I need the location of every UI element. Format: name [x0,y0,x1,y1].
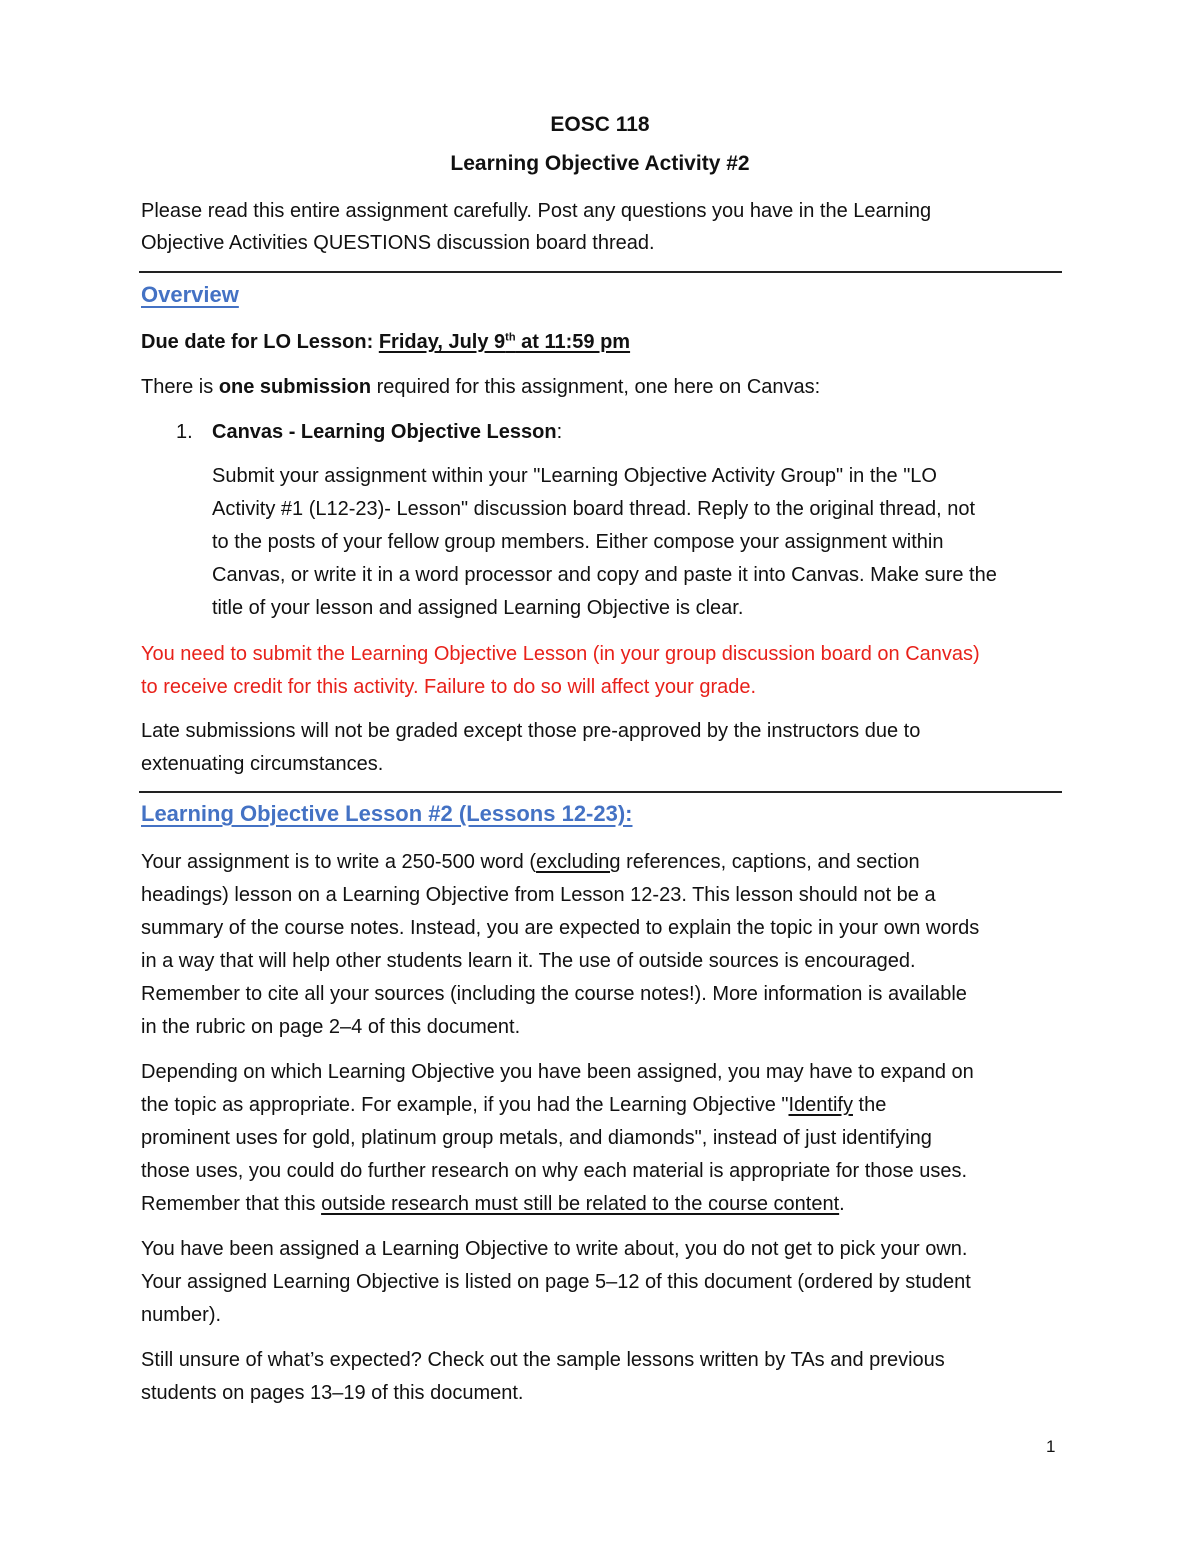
due-date: Friday, July 9th at 11:59 pm [378,331,631,353]
warning-line-2: to receive credit for this activity. Failure to do so will affect your grade. [141,676,757,698]
course-code: EOSC 118 [550,113,650,136]
lesson-p3-line-1: You have been assigned a Learning Objective to write about, you do not get to pick your own. [141,1238,968,1260]
lesson-p2-line-3: prominent uses for gold, platinum group metals, and diamonds", instead of just identifying [141,1127,932,1149]
item-body-line-2: Activity #1 (L12-23)- Lesson" discussion board thread. Reply to the original thread, not [212,498,976,520]
lesson-p3-line-3: number). [141,1304,222,1326]
due-label: Due date for LO Lesson: [141,331,379,353]
item-body-line-5: title of your lesson and assigned Learning Objective is clear. [212,597,744,619]
section-divider [139,271,1062,273]
intro-line-2: Objective Activities QUESTIONS discussion board thread. [141,232,655,254]
lesson-p2-line-4: those uses, you could do further research on why each material is appropriate for those uses. [141,1160,968,1182]
section-divider-2 [139,791,1062,793]
lesson-p2-line-2: the topic as appropriate. For example, if you had the Learning Objective "Identify the [141,1094,887,1116]
item-body-line-1: Submit your assignment within your "Learning Objective Activity Group" in the "LO [212,465,937,487]
lesson-p1-line-1: Your assignment is to write a 250-500 word (excluding references, captions, and section [141,851,920,873]
list-item-title: Canvas - Learning Objective Lesson: [212,421,563,443]
lesson-p1-line-3: summary of the course notes. Instead, you are expected to explain the topic in your own words [141,917,980,939]
overview-heading: Overview [141,282,239,307]
page-number: 1 [1046,1437,1056,1456]
item-body-line-3: to the posts of your fellow group members. Either compose your assignment within [212,531,944,553]
item-body-line-4: Canvas, or write it in a word processor and copy and paste it into Canvas. Make sure the [212,564,997,586]
submission-line: There is one submission required for this assignment, one here on Canvas: [141,376,821,398]
list-item-number: 1. [176,421,193,443]
outside-research-emphasis: outside research must still be related to the course content [321,1193,840,1215]
lesson-p4-line-1: Still unsure of what’s expected? Check out the sample lessons written by TAs and previous [141,1349,945,1371]
lesson-heading: Learning Objective Lesson #2 (Lessons 12-23): [141,801,633,826]
lesson-p4-line-2: students on pages 13–19 of this document. [141,1382,524,1404]
lesson-p1-line-6: in the rubric on page 2–4 of this document. [141,1016,521,1038]
late-line-2: extenuating circumstances. [141,753,384,775]
lesson-p1-line-2: headings) lesson on a Learning Objective from Lesson 12-23. This lesson should not be a [141,884,936,906]
lesson-p3-line-2: Your assigned Learning Objective is listed on page 5–12 of this document (ordered by student [141,1271,971,1293]
lesson-p1-line-4: in a way that will help other students learn it. The use of outside sources is encouraged. [141,950,916,972]
late-line-1: Late submissions will not be graded except those pre-approved by the instructors due to [141,720,921,742]
intro-line-1: Please read this entire assignment carefully. Post any questions you have in the Learning [141,200,932,222]
lesson-p2-line-1: Depending on which Learning Objective you have been assigned, you may have to expand on [141,1061,974,1083]
document-title: Learning Objective Activity #2 [450,152,750,175]
due-date-line [141,329,630,355]
lesson-p1-line-5: Remember to cite all your sources (including the course notes!). More information is available [141,983,967,1005]
lesson-p2-line-5: Remember that this outside research must still be related to the course content. [141,1193,845,1215]
identify-emphasis: Identify [788,1094,853,1116]
excluding-emphasis: excluding [536,851,621,873]
submission-count: one submission [218,376,372,398]
warning-line-1: You need to submit the Learning Objective Lesson (in your group discussion board on Canvas) [141,643,980,665]
